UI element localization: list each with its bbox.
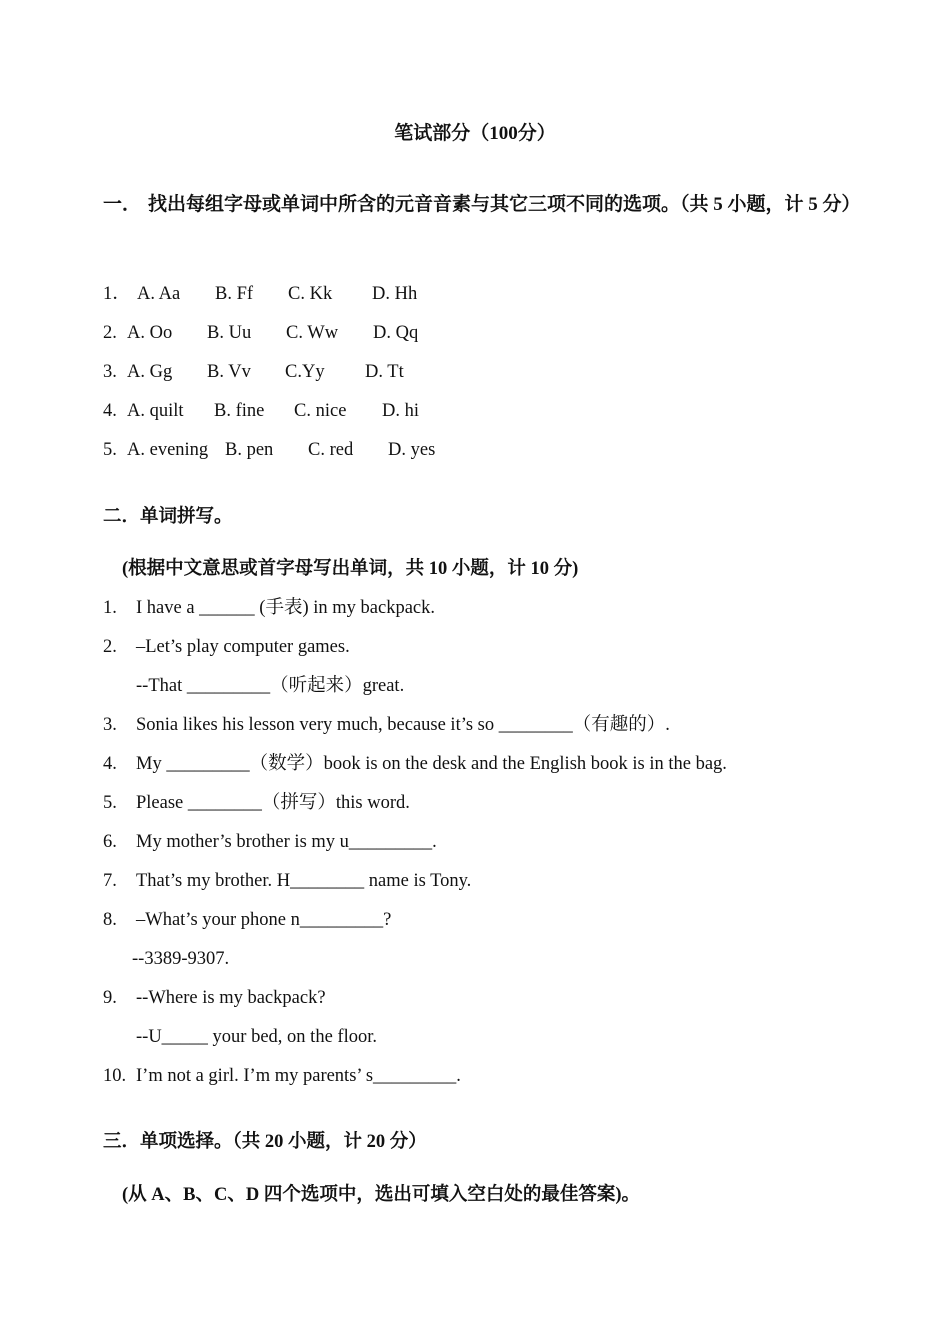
option-b: B. pen xyxy=(225,440,274,460)
item-text: --3389-9307. xyxy=(132,949,230,969)
item-text: My mother’s brother is my u_________. xyxy=(136,832,437,852)
section1-instructions: 找出每组字母或单词中所含的元音音素与其它三项不同的选项。（共 5 小题，计 5 分） xyxy=(148,194,861,215)
option-b: B. Ff xyxy=(215,284,254,304)
section1-number: 一． xyxy=(103,194,142,215)
item-text: –Let’s play computer games. xyxy=(136,637,350,657)
page-title: 笔试部分（100分） xyxy=(394,123,556,144)
option-a: A. quilt xyxy=(127,401,184,421)
item-text: I have a ______ (手表) in my backpack. xyxy=(136,598,435,618)
item-number: 3. xyxy=(103,715,117,735)
option-c: C.Yy xyxy=(285,362,325,382)
option-c: C. Kk xyxy=(288,284,333,304)
item-number: 8. xyxy=(103,910,117,930)
option-d: D. Hh xyxy=(372,284,418,304)
section3-heading-text: 三．单项选择。（共 20 小题，计 20 分） xyxy=(103,1132,427,1152)
item-text: Sonia likes his lesson very much, because it’s so ________（有趣的）. xyxy=(136,715,670,735)
item-text: –What’s your phone n_________? xyxy=(136,910,392,930)
item-number: 4. xyxy=(103,754,117,774)
option-a: A. Oo xyxy=(127,323,173,343)
option-d: D. Qq xyxy=(373,323,419,343)
item-text: My _________（数学）book is on the desk and the English book is in the bag. xyxy=(136,754,727,774)
item-number: 6. xyxy=(103,832,117,852)
section2-subheading-text: (根据中文意思或首字母写出单词，共 10 小题，计 10 分) xyxy=(122,559,579,579)
option-c: C. nice xyxy=(294,401,347,421)
section3-subheading-text: (从 A、B、C、D 四个选项中，选出可填入空白处的最佳答案)。 xyxy=(122,1185,640,1205)
item-number: 4. xyxy=(103,401,117,421)
option-b: B. Vv xyxy=(207,362,251,382)
option-a: A. Aa xyxy=(137,284,181,304)
item-number: 7. xyxy=(103,871,117,891)
item-number: 1. xyxy=(103,598,117,618)
section2-heading-text: 二．单词拼写。 xyxy=(103,507,233,527)
option-b: B. Uu xyxy=(207,323,252,343)
item-text: That’s my brother. H________ name is Tony. xyxy=(136,871,472,891)
option-d: D. hi xyxy=(382,401,419,421)
item-number: 5. xyxy=(103,440,117,460)
item-number: 10. xyxy=(103,1066,127,1086)
item-text: --That _________（听起来）great. xyxy=(136,676,405,696)
item-text: --U_____ your bed, on the floor. xyxy=(136,1027,377,1047)
item-text: I’m not a girl. I’m my parents’ s_________. xyxy=(136,1066,461,1086)
option-d: D. yes xyxy=(388,440,436,460)
item-number: 1． xyxy=(103,284,131,304)
option-c: C. red xyxy=(308,440,354,460)
option-b: B. fine xyxy=(214,401,265,421)
option-d: D. Tt xyxy=(365,362,404,382)
option-a: A. Gg xyxy=(127,362,173,382)
option-c: C. Ww xyxy=(286,323,339,343)
item-text: --Where is my backpack? xyxy=(136,988,326,1008)
item-number: 2. xyxy=(103,637,117,657)
item-text: Please ________（拼写）this word. xyxy=(136,793,410,813)
option-a: A. evening xyxy=(127,440,209,460)
item-number: 2. xyxy=(103,323,117,343)
item-number: 3. xyxy=(103,362,117,382)
section1-heading xyxy=(103,184,863,226)
item-number: 5. xyxy=(103,793,117,813)
item-number: 9. xyxy=(103,988,117,1008)
